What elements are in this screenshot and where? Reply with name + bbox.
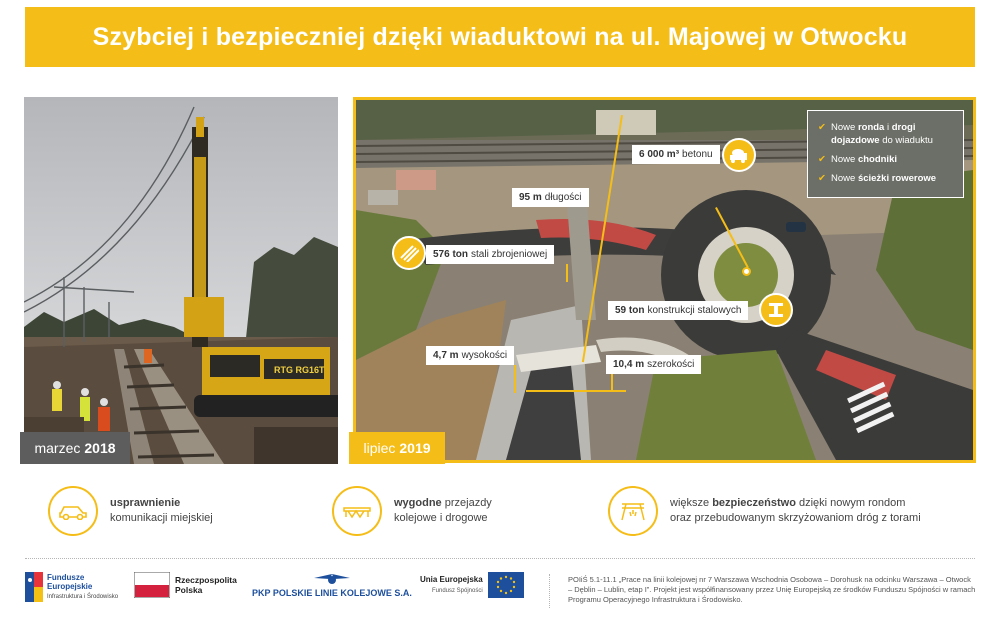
callout-steel-structures-text: konstrukcji stalowych [647, 305, 742, 316]
steel-beam-icon [759, 293, 793, 327]
callout-concrete-text: betonu [682, 149, 713, 160]
ue-line1: Unia Europejska [420, 574, 483, 584]
logo-rzeczpospolita-polska [134, 572, 237, 598]
polish-flag-icon [134, 572, 170, 598]
checklist-item [818, 153, 953, 166]
photo-before [24, 97, 338, 464]
benefit-crossings [332, 486, 492, 536]
callout-dot-roundabout [742, 267, 751, 276]
benefit-bold: wygodne [394, 497, 442, 509]
date-month-before: marzec [34, 440, 81, 456]
callout-height-num: 4,7 m [433, 350, 459, 361]
callout-steel-rebar [426, 245, 554, 264]
date-label-after [349, 432, 445, 464]
checklist-item [818, 172, 953, 185]
checklist-bold: drogi dojazdowe [831, 122, 916, 146]
checklist-bold: ronda [857, 122, 885, 133]
benefit-bold: bezpieczeństwo [712, 497, 796, 509]
callout-steel-rebar-text: stali zbrojeniowej [471, 249, 548, 260]
benefit-line2: kolejowe i drogowe [394, 512, 488, 524]
callout-height-text: wysokości [461, 350, 508, 361]
footer-divider [25, 558, 975, 559]
benefit-rest: dzięki nowym rondom [795, 497, 906, 509]
benefit-bold: usprawnienie [110, 497, 181, 509]
checklist-text: Nowe [831, 122, 858, 133]
pkp-wings-icon [310, 572, 354, 586]
benefit-line2: komunikacji miejskiej [110, 512, 213, 524]
construction-site-illustration [24, 97, 338, 464]
callout-length-num: 95 m [519, 192, 542, 203]
callout-steel-rebar-num: 576 ton [433, 249, 469, 260]
callout-width-num: 10,4 m [613, 359, 645, 370]
rebar-icon [392, 236, 426, 270]
eu-flag-icon [488, 572, 524, 598]
ue-line2: Fundusz Spójności [431, 587, 483, 594]
logo-pkp-plk [252, 572, 412, 598]
check-icon: ✔ [818, 173, 826, 184]
checklist-text: Nowe [831, 154, 858, 165]
check-icon: ✔ [818, 122, 826, 133]
logo-fundusze-europejskie [25, 572, 118, 602]
checklist-item [818, 121, 953, 147]
benefit-public-transport [48, 486, 213, 536]
viaduct-icon [332, 486, 382, 536]
footer-separator [549, 574, 550, 608]
concrete-mixer-icon [722, 138, 756, 172]
checklist-text: Nowe [831, 173, 858, 184]
callout-concrete [632, 145, 720, 164]
checklist-text: i [884, 122, 892, 133]
date-year-before: 2018 [84, 440, 116, 456]
improvements-checklist [807, 110, 964, 198]
header-banner [25, 7, 975, 67]
date-year-after: 2019 [399, 440, 431, 456]
rp-line1: Rzeczpospolita [175, 575, 237, 585]
callout-length-text: długości [544, 192, 582, 203]
pkp-text: PKP POLSKIE LINIE KOLEJOWE S.A. [252, 588, 412, 598]
callout-line-height [514, 365, 516, 393]
callout-steel-structures [608, 301, 748, 320]
checklist-bold: ścieżki rowerowe [857, 173, 937, 184]
checklist-text: do wiaduktu [879, 135, 933, 146]
benefit-safety [608, 486, 921, 536]
benefit-rest: przejazdy [441, 497, 492, 509]
rp-line2: Polska [175, 585, 203, 595]
callout-height [426, 346, 514, 365]
date-month-after: lipiec [363, 440, 396, 456]
callout-length [512, 188, 589, 207]
benefit-pre: większe [670, 497, 713, 509]
date-label-before [20, 432, 130, 464]
road-safety-icon [608, 486, 658, 536]
page-title: Szybciej i bezpieczniej dzięki wiaduktowi na ul. Majowej w Otwocku [92, 22, 908, 51]
fe-logo-icon [25, 572, 43, 602]
fe-line2: Europejskie [47, 581, 93, 591]
project-note: POIiŚ 5.1-11.1 „Prace na linii kolejowej nr 7 Warszawa Wschodnia Osobowa – Dorohusk na odcinku Warszawa – Otwock – Dęblin – Lublin, etap I”. Projekt jest współfinansowany przez Unię Europejską ze środków Funduszu Spójności w ramach Programu Operacyjnego Infrastruktura i Środowisko. [568, 575, 976, 604]
car-icon [48, 486, 98, 536]
callout-width-text: szerokości [647, 359, 695, 370]
check-icon: ✔ [818, 154, 826, 165]
callout-width [606, 355, 701, 374]
callout-concrete-num: 6 000 m³ [639, 149, 680, 160]
fe-line3: Infrastruktura i Środowisko [47, 593, 119, 600]
fe-line1: Fundusze [47, 572, 85, 582]
callout-line-steel-rebar [566, 264, 568, 282]
benefit-line2: oraz przebudowanym skrzyżowaniom dróg z torami [670, 512, 921, 524]
callout-steel-structures-num: 59 ton [615, 305, 645, 316]
rig-label: RTG RG16T [274, 365, 325, 375]
logo-unia-europejska [420, 572, 524, 598]
checklist-bold: chodniki [857, 154, 897, 165]
callout-line-width-vertical [611, 374, 613, 392]
